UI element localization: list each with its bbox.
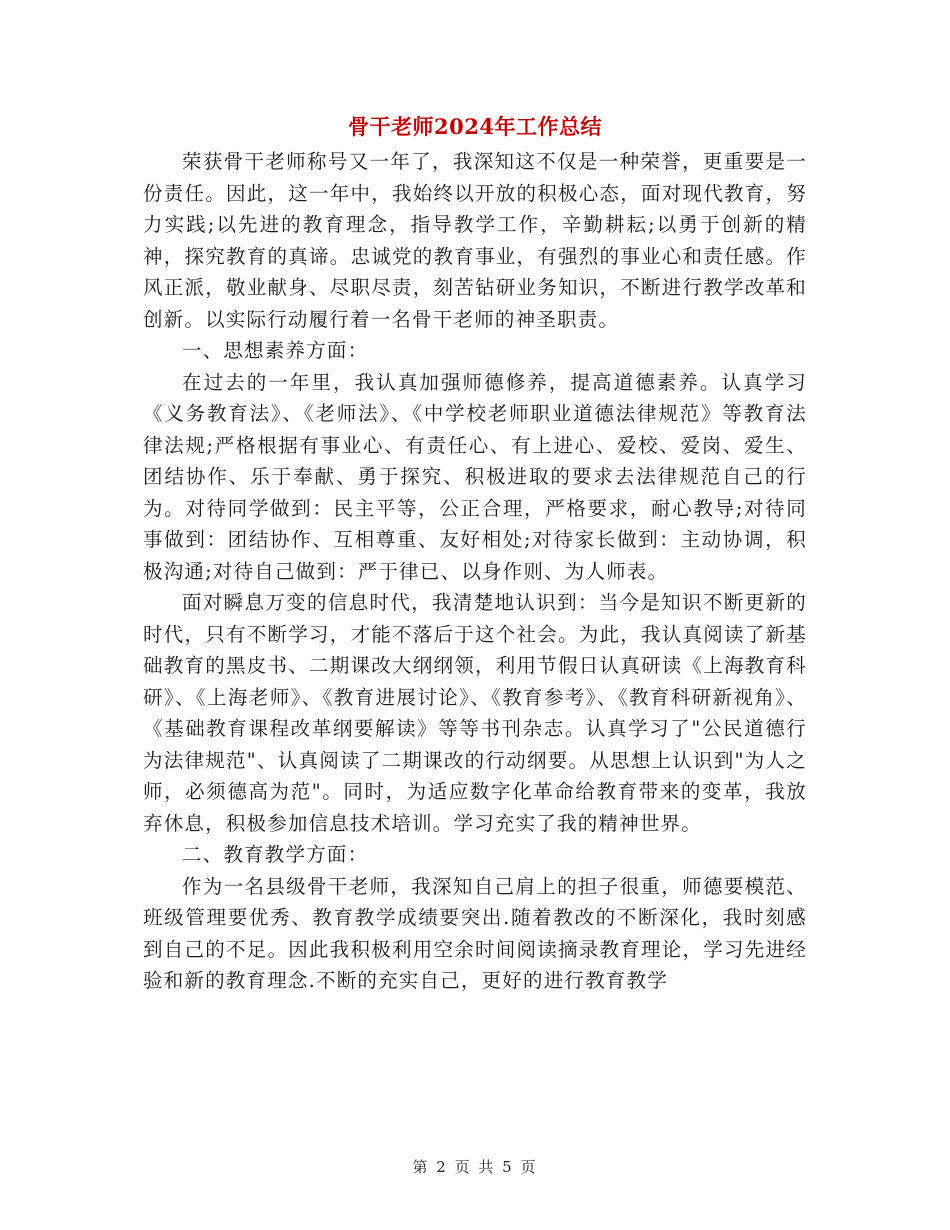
- paragraph-intro: 荣获骨干老师称号又一年了，我深知这不仅是一种荣誉，更重要是一份责任。因此，这一年中，我始终以开放的积极心态，面对现代教育，努力实践;以先进的教育理念，指导教学工作，辛勤耕耘;以勇于创新的精神，探究教育的真谛。忠诚党的教育事业，有强烈的事业心和责任感。作风正派，敬业献身、尽职尽责，刻苦钻研业务知识，不断进行教学改革和创新。以实际行动履行着一名骨干老师的神圣职责。: [143, 150, 807, 331]
- document-body: [143, 146, 807, 997]
- document-title: 骨干老师2024年工作总结: [348, 114, 602, 139]
- section-heading-ideology: 一、思想素养方面：: [182, 339, 369, 362]
- page-number-footer: 第 2 页 共 5 页: [412, 1158, 538, 1176]
- paragraph-ideology: 在过去的一年里，我认真加强师德修养，提高道德素养。认真学习《义务教育法》、《老师法》、《中学校老师职业道德法律规范》等教育法律法规;严格根据有事业心、有责任心、有上进心、爱校、爱岗、爱生、团结协作、乐于奉献、勇于探究、积极进取的要求去法律规范自己的行为。对待同学做到：民主平等，公正合理，严格要求，耐心教导;对待同事做到：团结协作、互相尊重、友好相处;对待家长做到：主动协调，积极沟通;对待自己做到：严于律已、以身作则、为人师表。: [143, 370, 807, 583]
- paragraph-learning: 面对瞬息万变的信息时代，我清楚地认识到：当今是知识不断更新的时代，只有不断学习，才能不落后于这个社会。为此，我认真阅读了新基础教育的黑皮书、二期课改大纲纲领，利用节假日认真研读《上海教育科研》、《上海老师》、《教育进展讨论》、《教育参考》、《教育科研新视角》、《基础教育课程改革纲要解读》等等书刊杂志。认真学习了"公民道德行为法律规范"、认真阅读了二期课改的行动纲要。从思想上认识到"为人之师，必须德高为范"。同时，为适应数字化革命给教育带来的变革，我放弃休息，积极参加信息技术培训。学习充实了我的精神世界。: [143, 591, 807, 835]
- section-heading-teaching: 二、教育教学方面：: [182, 843, 369, 866]
- paragraph-teaching: 作为一名县级骨干老师，我深知自己肩上的担子很重，师德要模范、班级管理要优秀、教育教学成绩要突出.随着教改的不断深化，我时刻感到自己的不足。因此我积极利用空余时间阅读摘录教育理论，学习先进经验和新的教育理念.不断的充实自己，更好的进行教育教学: [143, 874, 807, 992]
